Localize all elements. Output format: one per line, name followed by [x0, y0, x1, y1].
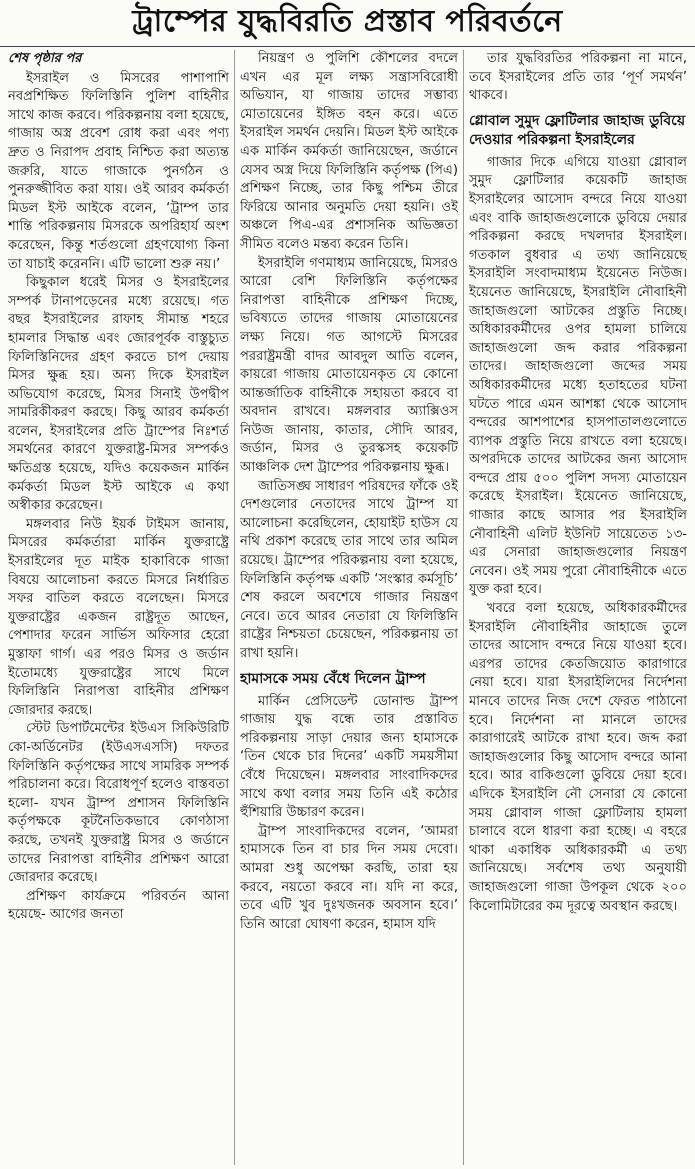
paragraph: কিছুকাল ধরেই মিসর ও ইসরাইলের সম্পর্ক টানাপড়েনের মধ্যে রয়েছে। গত বছর ইসরাইলের রাফাহ সীমান্ত শহরে হামলার সিদ্ধান্ত এবং জোরপূর্বক বাস্তুচ্যুত ফিলিস্তিনিদের গ্রহণ করতে চাপ দেয়ায় মিসর ক্ষুব্ধ হয়। অন্য দিকে ইসরাইল অভিযোগ করেছে, মিসর সিনাই উপদ্বীপ সামরিকীকরণ করছে। কিছু আরব কর্মকর্তা বলেন, ইসরাইলের প্রতি ট্রাম্পের নিঃশর্ত সমর্থনের কারণে যুক্তরাষ্ট্র-মিসর সম্পর্কও ক্ষতিগ্রস্ত হয়েছে, যদিও কয়েকজন মার্কিন কর্মকর্তা মিডল ইস্ট আইকে এ কথা অস্বীকার করেছেন। — [8, 275, 229, 514]
column-2 — [240, 50, 458, 1165]
paragraph: নিয়ন্ত্রণ ও পুলিশি কৌশলের বদলে এখন এর মূল লক্ষ্য সন্ত্রাসবিরোধী অভিযান, যা গাজায় তাদের সম্ভাব্য মোতায়েনের ইঙ্গিত বহন করে। এতে ইসরাইল সমর্থন দেয়নি। মিডল ইস্ট আইকে এক মার্কিন কর্মকর্তা জানিয়েছেন, জর্ডানে যেসব অস্ত্র দিয়ে ফিলিস্তিনি কর্তৃপক্ষ (পিএ) প্রশিক্ষণ নিচ্ছে, তার কিছু পশ্চিম তীরে ফিরিয়ে আনার অনুমতি দেয়া হয়নি। ওই অঞ্চলে পিএ-এর প্রশাসনিক অভিজ্ঞতা সীমিত বলেও মন্তব্য করেন তিনি। — [240, 51, 458, 252]
subheading: হামাসকে সময় বেঁধে দিলেন ট্রাম্প — [240, 670, 426, 687]
paragraph: মঙ্গলবার নিউ ইয়র্ক টাইমস জানায়, মিসরের কর্মকর্তারা মার্কিন যুক্তরাষ্ট্রে ইসরাইলের দূত মাইক হাকাবিকে গাজা বিষয়ে আলোচনা করতে মিসরে নির্ধারিত সফর বাতিল করতে বলেছেন। মিসরে যুক্তরাষ্ট্রের একজন রাষ্ট্রদূত আছেন, পেশাদার ফরেন সার্ভিস অফিসার হেরো মুস্তাফা গার্গ। এর পরও মিসর ও জর্ডান ইতোমধ্যে যুক্তরাষ্ট্রের সাথে মিলে ফিলিস্তিনি নিরাপত্তা বাহিনীর প্রশিক্ষণ জোরদার করছে। — [8, 516, 229, 718]
paragraph: স্টেট ডিপার্টমেন্টের ইউএস সিকিউরিটি কো-অর্ডিনেটর (ইউএসএসসি) দফতর ফিলিস্তিনি কর্তৃপক্ষের সাথে সামরিক সম্পর্ক পরিচালনা করে। বিরোধপূর্ণ হলেও বাস্তবতা হলো- যখন ট্রাম্প প্রশাসন ফিলিস্তিনি কর্তৃপক্ষকে কূটনৈতিকভাবে কোণঠাসা করছে, তখনই যুক্তরাষ্ট্র মিসর ও জর্ডানে তাদের নিরাপত্তা বাহিনীর প্রশিক্ষণ আরো জোরদার করেছে। — [8, 721, 229, 886]
continuation-label: শেষ পৃষ্ঠার পর — [8, 51, 82, 66]
paragraph: ট্রাম্প সাংবাদিকদের বলেন, ‘আমরা হামাসকে তিন বা চার দিন সময় দেবো। আমরা শুধু অপেক্ষা করছি, তারা হয় করবে, নয়তো করবে না। যদি না করে, তবে এটি খুব দুঃখজনক অবসান হবে।’ তিনি আরো ঘোষণা করেন, হামাস যদি — [240, 823, 458, 932]
column-3 — [469, 50, 687, 1165]
column-1 — [8, 50, 229, 1165]
subheading: গ্লোবাল সুমুদ ফ্লোটিলার জাহাজ ডুবিয়ে দেওয়ার পরিকল্পনা ইসরাইলের — [469, 112, 686, 148]
headline: ট্রাম্পের যুদ্ধবিরতি প্রস্তাব পরিবর্তনে — [0, 0, 695, 47]
column-divider — [463, 50, 464, 1165]
column-divider — [234, 50, 235, 1165]
paragraph: গাজার দিকে এগিয়ে যাওয়া গ্লোবাল সুমুদ ফ্লোটিলার কয়েকটি জাহাজ ইসরাইলের আসোদ বন্দরে নিয়ে যাওয়া এবং বাকি জাহাজগুলোকে ডুবিয়ে দেয়ার পরিকল্পনা করছে দখলদার ইসরাইল। গতকাল বুধবার এ তথ্য জানিয়েছে ইসরাইলি সংবাদমাধ্যম ইয়েনেত নিউজ। ইয়েনেত জানিয়েছে, ইসরাইলি নৌবাহিনী জাহাজগুলো আটকের প্রস্তুতি নিচ্ছে। অধিকারকর্মীদের ওপর হামলা চালিয়ে জাহাজগুলো জব্দ করার পরিকল্পনা তাদের। জাহাজগুলো জব্দের সময় অধিকারকর্মীদের মধ্যে হতাহতের ঘটনা ঘটতে পারে এমন আশঙ্কা থেকে আসোদ বন্দরের আশপাশের হাসপাতালগুলোতে ব্যাপক প্রস্তুতি নিয়ে রাখতে বলা হয়েছে। অপরদিকে তাদের আটকের জন্য আসোদ বন্দরে প্রায় ৫০০ পুলিশ সদস্য মোতায়েন করেছে ইসরাইল। ইয়েনেত জানিয়েছে, গাজার কাছে আসার পর ইসরাইলি নৌবাহিনী এলিট ইউনিট সায়েতেত ১৩-এর সেনারা জাহাজগুলোর নিয়ন্ত্রণ নেবেন। ওই সময় পুরো নৌবাহিনীকে এতে যুক্ত করা হবে। — [469, 154, 687, 598]
paragraph: তার যুদ্ধবিরতির পরিকল্পনা না মানে, তবে ইসরাইলের প্রতি তার ‘পূর্ণ সমর্থন’ থাকবে। — [469, 51, 687, 104]
paragraph: জাতিসঙ্ঘ সাধারণ পরিষদের ফাঁকে ওই দেশগুলোর নেতাদের সাথে ট্রাম্প যা আলোচনা করেছিলেন, হোয়াইট হাউস যে নথি প্রকাশ করেছে তার সাথে তার অমিল রয়েছে। ট্রাম্পের পরিকল্পনায় বলা হয়েছে, ফিলিস্তিনি কর্তৃপক্ষ একটি ‘সংস্কার কর্মসূচি’ শেষ করলে অবশেষে গাজার নিয়ন্ত্রণ নেবে। তবে আরব নেতারা যে ফিলিস্তিনি রাষ্ট্রের নিশ্চয়তা চেয়েছেন, পরিকল্পনায় তা রাখা হয়নি। — [240, 478, 458, 661]
paragraph: ইসরাইল ও মিসরের পাশাপাশি নবপ্রশিক্ষিত ফিলিস্তিনি পুলিশ বাহিনীর সাথে কাজ করবে। পরিকল্পনায় বলা হয়েছে, গাজায় অস্ত্র প্রবেশ রোধ করা এবং পণ্য দ্রুত ও নিরাপদ প্রবাহ নিশ্চিত করা অত্যন্ত জরুরি, যাতে গাজাকে পুনর্গঠন ও পুনরুজ্জীবিত করা যায়। ওই আরব কর্মকর্তা মিডল ইস্ট আইকে বলেন, ‘ট্রাম্প তার শান্তি পরিকল্পনায় মিসরকে অপরিহার্য অংশ করেছেন, কিন্তু শর্তগুলো গ্রহণযোগ্য কিনা তা যাচাই করেননি। এটি ভালো শুরু নয়।’ — [8, 70, 229, 272]
paragraph: মার্কিন প্রেসিডেন্ট ডোনাল্ড ট্রাম্প গাজায় যুদ্ধ বন্ধে তার প্রস্তাবিত পরিকল্পনায় সাড়া দেয়ার জন্য হামাসকে ‘তিন থেকে চার দিনের’ একটি সময়সীমা বেঁধে দিয়েছেন। মঙ্গলবার সাংবাদিকদের সাথে কথা বলার সময় তিনি এই কঠোর হুঁশিয়ারি উচ্চারণ করেন। — [240, 693, 458, 821]
paragraph: ইসরাইলি গণমাধ্যম জানিয়েছে, মিসরও আরো বেশি ফিলিস্তিনি কর্তৃপক্ষের নিরাপত্তা বাহিনীকে প্রশিক্ষণ দিচ্ছে, ভবিষ্যতে তাদের গাজায় মোতায়েনের লক্ষ্য নিয়ে। গত আগস্টে মিসরের পররাষ্ট্রমন্ত্রী বাদর আবদুল আতি বলেন, কায়রো গাজায় মোতায়েনকৃত যে কোনো আন্তর্জাতিক বাহিনীকে সহায়তা করবে বা অবদান রাখবে। মঙ্গলবার অ্যাক্সিওস নিউজ জানায়, কাতার, সৌদি আরব, জর্ডান, মিসর ও তুরস্কসহ কয়েকটি আঞ্চলিক দেশ ট্রাম্পের পরিকল্পনায় ক্ষুব্ধ। — [240, 255, 458, 476]
paragraph: প্রশিক্ষণ কার্যক্রমে পরিবর্তন আনা হয়েছে- আগের জনতা — [8, 888, 229, 923]
paragraph: খবরে বলা হয়েছে, অধিকারকর্মীদের ইসরাইলি নৌবাহিনীর জাহাজে তুলে তাদের আসোদ বন্দরে নিয়ে যাওয়া হবে। এরপর তাদের কেতজিয়োত কারাগারে নেয়া হবে। যারা ইসরাইলিদের নির্দেশনা মানবে তাদের নিজ দেশে ফেরত পাঠানো হবে। নির্দেশনা না মানলে তাদের কারাগারেই আটকে রাখা হবে। জব্দ করা জাহাজগুলোর কিছু আসোদ বন্দরে আনা হবে। আর বাকিগুলো ডুবিয়ে দেয়া হবে। এদিকে ইসরাইলি নৌ সেনারা যে কোনো সময় গ্লোবাল গাজা ফ্লোটিলায় হামলা চালাবে বলে ধারণা করা হচ্ছে। এ বহরে থাকা একাধিক অধিকারকর্মী এ তথ্য জানিয়েছে। সর্বশেষ তথ্য অনুযায়ী জাহাজগুলো গাজা উপকূল থেকে ২০০ কিলোমিটারের কম দূরত্বে অবস্থান করছে। — [469, 601, 687, 914]
